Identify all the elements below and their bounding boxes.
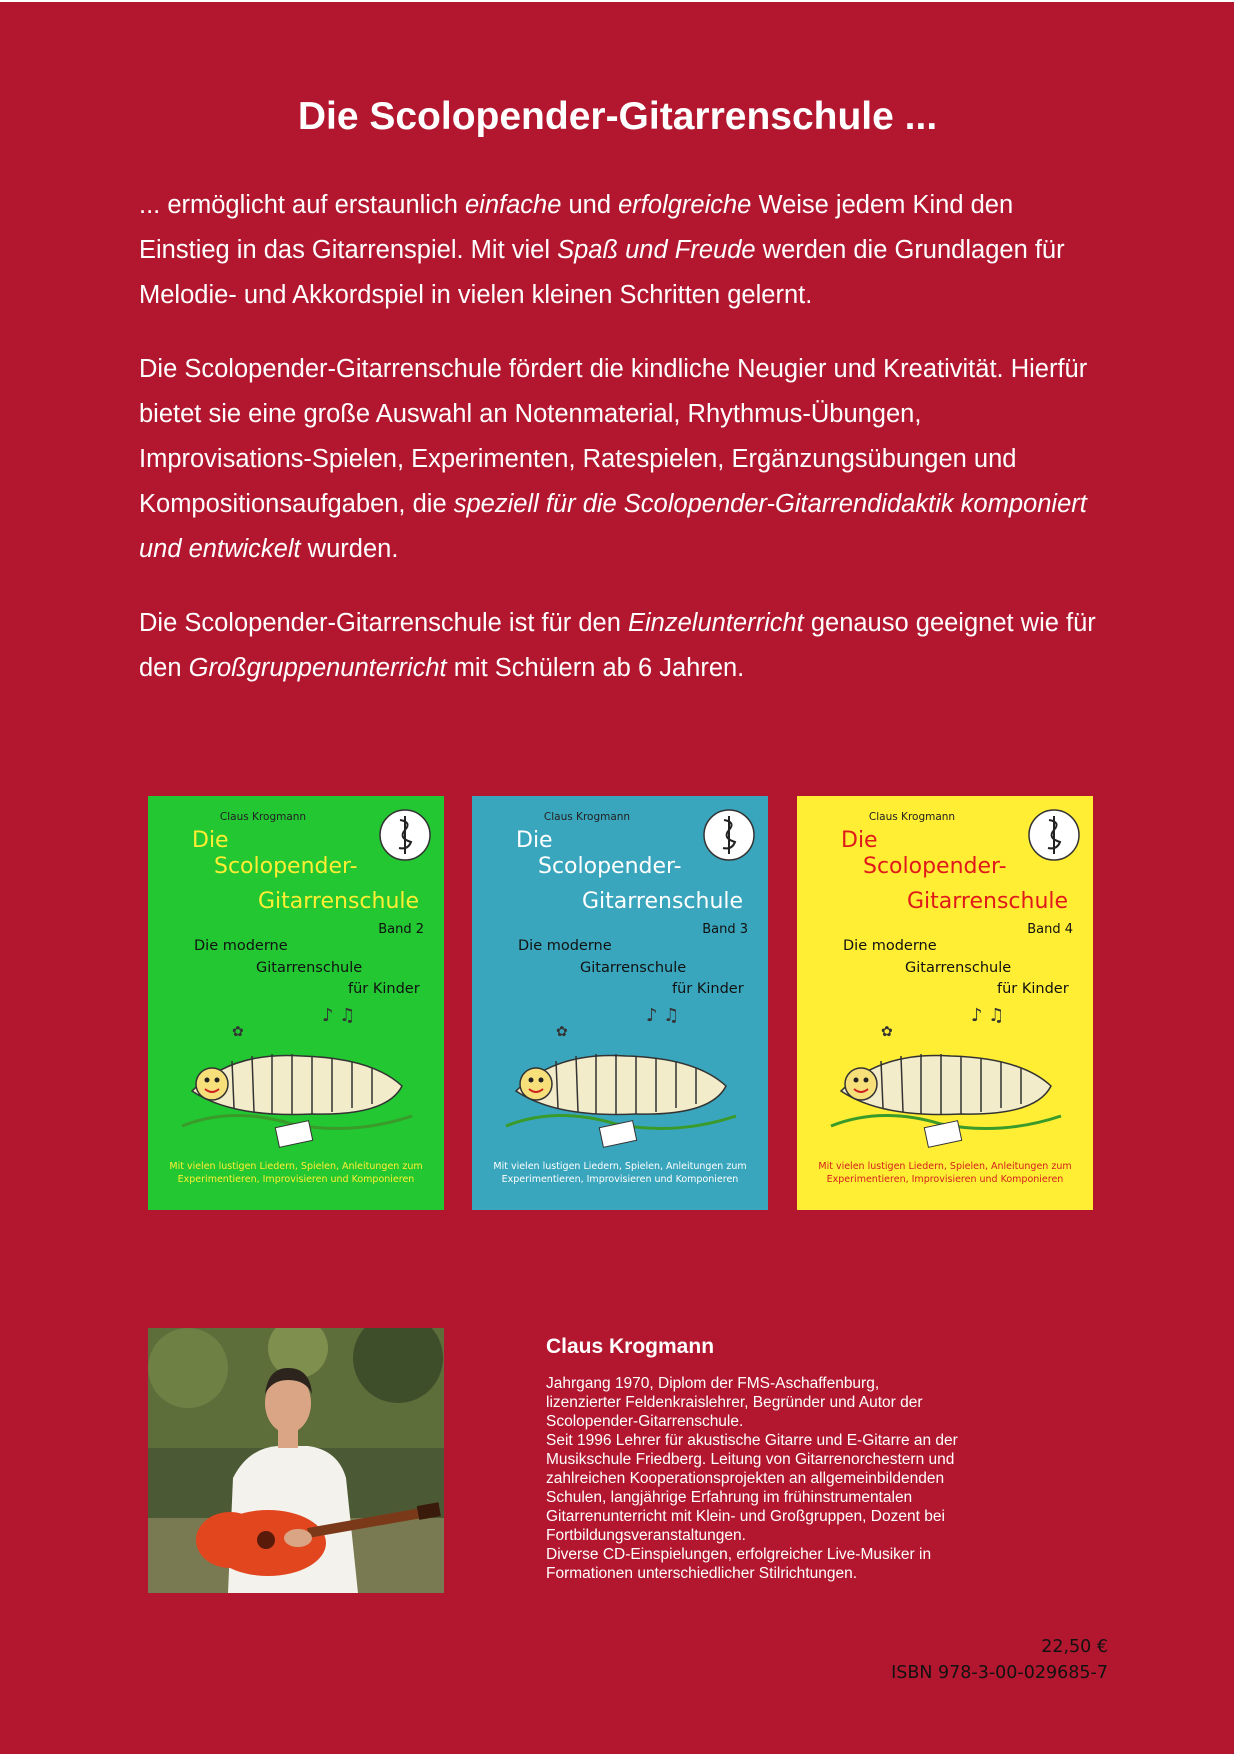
scolopender-logo-icon xyxy=(1027,808,1081,862)
book-subtitle-line-2: Gitarrenschule xyxy=(256,960,363,976)
bio-line: Gitarrenunterricht mit Klein- und Großgruppen, Dozent bei xyxy=(546,1508,945,1525)
emphasis-text: Großgruppenunterricht xyxy=(188,654,447,682)
text-run: wurden. xyxy=(300,535,399,563)
book-subtitle-line-3: für Kinder xyxy=(348,981,420,997)
intro-paragraph-1 xyxy=(139,183,1099,318)
book-subtitle-line-1: Die moderne xyxy=(194,938,288,954)
text-run: Die Scolopender-Gitarrenschule ist für den xyxy=(139,609,628,637)
text-run: Weise jedem Kind den Einstieg in das Gitarrenspiel. Mit viel xyxy=(139,191,1014,264)
emphasis-text: speziell für die Scolopender-Gitarrendidaktik komponiert und entwickelt xyxy=(139,490,1087,563)
book-title-line-2: Scolopender- xyxy=(863,854,1007,879)
author-bio xyxy=(546,1328,1016,1583)
text-run: werden die Grundlagen für Melodie- und Akkordspiel in vielen kleinen Schritten gelernt. xyxy=(139,236,1065,309)
book-title-line-2: Scolopender- xyxy=(214,854,358,879)
author-name: Claus Krogmann xyxy=(546,1335,715,1358)
book-title-line-1: Die xyxy=(841,828,878,853)
text-run: und xyxy=(561,191,619,219)
isbn: ISBN 978-3-00-029685-7 xyxy=(891,1663,1108,1683)
book-author: Claus Krogmann xyxy=(219,811,307,823)
book-band: Band 4 xyxy=(1027,922,1073,937)
bio-line: lizenzierter Feldenkraislehrer, Begründer und Autor der xyxy=(546,1394,923,1411)
book-subtitle-line-1: Die moderne xyxy=(518,938,612,954)
bio-line: Diverse CD-Einspielungen, erfolgreicher Live-Musiker in xyxy=(546,1546,932,1563)
book-band: Band 3 xyxy=(702,922,748,937)
book-subtitle-line-2: Gitarrenschule xyxy=(580,960,687,976)
book-title-line-3: Gitarrenschule xyxy=(258,889,420,914)
svg-text:♪ ♫: ♪ ♫ xyxy=(971,1005,1005,1026)
intro-paragraph-3 xyxy=(139,601,1099,691)
book-author: Claus Krogmann xyxy=(868,811,956,823)
scolopender-illustration-icon xyxy=(172,996,422,1156)
svg-text:✿: ✿ xyxy=(556,1024,568,1040)
scolopender-logo-icon xyxy=(378,808,432,862)
book-title-line-1: Die xyxy=(516,828,553,853)
book-footer-text: Mit vielen lustigen Liedern, Spielen, Anleitungen zum Experimentieren, Improvisieren und Komponieren xyxy=(493,1161,747,1185)
bio-line: Schulen, langjährige Erfahrung im frühinstrumentalen xyxy=(546,1489,913,1506)
text-run: genauso geeignet wie für den xyxy=(139,609,1096,682)
page-border-top xyxy=(0,0,1240,2)
page-title: Die Scolopender-Gitarrenschule ... xyxy=(297,95,938,138)
bio-line: Jahrgang 1970, Diplom der FMS-Aschaffenburg, xyxy=(546,1375,880,1392)
book-subtitle-line-3: für Kinder xyxy=(672,981,744,997)
emphasis-text: einfache xyxy=(464,191,562,219)
author-photo xyxy=(148,1328,444,1593)
book-covers xyxy=(0,796,1240,1210)
book-footer-text: Mit vielen lustigen Liedern, Spielen, Anleitungen zum Experimentieren, Improvisieren und Komponieren xyxy=(818,1161,1072,1185)
svg-text:♪ ♫: ♪ ♫ xyxy=(322,1005,356,1026)
price: 22,50 € xyxy=(1041,1637,1108,1657)
emphasis-text: Spaß und Freude xyxy=(557,236,756,264)
bio-line: Scolopender-Gitarrenschule. xyxy=(546,1413,744,1430)
book-subtitle-line-3: für Kinder xyxy=(997,981,1069,997)
bio-line: Musikschule Friedberg. Leitung von Gitarrenorchestern und xyxy=(546,1451,955,1468)
book-cover-band-3 xyxy=(472,796,768,1210)
book-title-line-3: Gitarrenschule xyxy=(582,889,744,914)
book-subtitle-line-2: Gitarrenschule xyxy=(905,960,1012,976)
text-run: Die Scolopender-Gitarrenschule fördert die kindliche Neugier und Kreativität. Hierfür bietet sie eine große Auswahl an Notenmaterial, Rhythmus-Übungen, Improvisations-Spielen, Experimenten, Ratespielen, Ergänzungsübungen und Kompositionsaufgaben, die xyxy=(139,355,1088,518)
intro-paragraph-2 xyxy=(139,347,1099,572)
svg-text:✿: ✿ xyxy=(232,1024,244,1040)
book-title-line-2: Scolopender- xyxy=(538,854,682,879)
author-bio-text xyxy=(546,1374,1016,1583)
book-title-line-3: Gitarrenschule xyxy=(907,889,1069,914)
scolopender-logo-icon xyxy=(702,808,756,862)
bio-line: zahlreichen Kooperationsprojekten an allgemeinbildenden xyxy=(546,1470,945,1487)
book-cover-band-2 xyxy=(148,796,444,1210)
book-cover-band-4 xyxy=(797,796,1093,1210)
scolopender-illustration-icon xyxy=(821,996,1071,1156)
price-block xyxy=(891,1634,1108,1686)
book-title-line-1: Die xyxy=(192,828,229,853)
bio-line: Fortbildungsveranstaltungen. xyxy=(546,1527,746,1544)
bio-line: Formationen unterschiedlicher Stilrichtungen. xyxy=(546,1565,858,1582)
bio-line: Seit 1996 Lehrer für akustische Gitarre und E-Gitarre an der xyxy=(546,1432,958,1449)
text-run: mit Schülern ab 6 Jahren. xyxy=(446,654,745,682)
emphasis-text: erfolgreiche xyxy=(618,191,752,219)
book-author: Claus Krogmann xyxy=(543,811,631,823)
book-band: Band 2 xyxy=(378,922,424,937)
svg-text:✿: ✿ xyxy=(881,1024,893,1040)
book-subtitle-line-1: Die moderne xyxy=(843,938,937,954)
intro-text xyxy=(139,183,1099,720)
svg-text:♪ ♫: ♪ ♫ xyxy=(646,1005,680,1026)
emphasis-text: Einzelunterricht xyxy=(628,609,804,637)
scolopender-illustration-icon xyxy=(496,996,746,1156)
text-run: ... ermöglicht auf erstaunlich xyxy=(139,191,465,219)
book-footer-text: Mit vielen lustigen Liedern, Spielen, Anleitungen zum Experimentieren, Improvisieren und Komponieren xyxy=(169,1161,423,1185)
